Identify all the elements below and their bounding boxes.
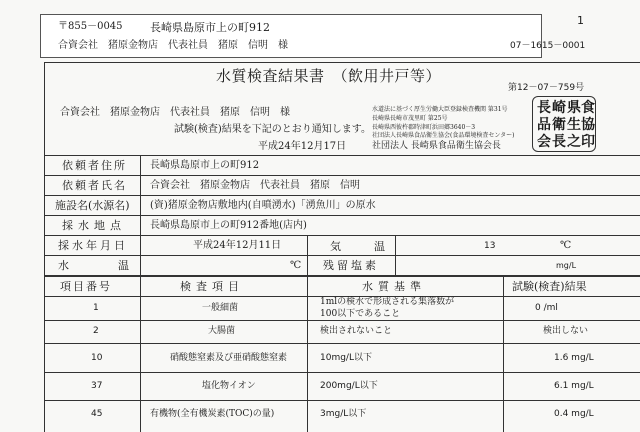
row-result: 検出しない bbox=[543, 326, 589, 336]
air-temp-unit: ℃ bbox=[560, 240, 572, 251]
water-temp-label: 水 温 bbox=[58, 259, 133, 272]
row-item: 大腸菌 bbox=[208, 326, 236, 336]
postal-code: 〒855－0045 bbox=[58, 21, 123, 32]
official-seal: 長 崎 県 食 品 衛 生 協 会 長 之 印 bbox=[532, 96, 596, 152]
report-date: 平成24年12月17日 bbox=[258, 141, 347, 152]
issuer-line: 長崎県長崎市茂里町 第25号 bbox=[372, 115, 448, 122]
rule bbox=[307, 277, 308, 432]
row-item: 一般細菌 bbox=[202, 303, 239, 313]
row-no: 1 bbox=[93, 303, 99, 313]
rule bbox=[140, 155, 141, 275]
rule bbox=[395, 235, 396, 275]
facility-label: 施設名(水源名) bbox=[55, 199, 130, 212]
issuer-line: 水道法に基づく厚生労働大臣登録検査機関 第31号 bbox=[372, 106, 508, 113]
row-no: 37 bbox=[91, 381, 103, 391]
row-standard: 200mg/L以下 bbox=[320, 381, 378, 391]
header-standard: 水質基準 bbox=[362, 280, 426, 293]
row-item: 硝酸態窒素及び亜硝酸態窒素 bbox=[170, 353, 288, 363]
sampling-site: 長崎県島原市上の町912番地(店内) bbox=[150, 220, 307, 231]
row-standard: 10mg/L以下 bbox=[320, 353, 372, 363]
chlorine-label: 残留塩素 bbox=[323, 259, 379, 272]
rule bbox=[44, 400, 640, 401]
header-result: 試験(検査)結果 bbox=[512, 280, 587, 293]
row-result: 0 /ml bbox=[535, 303, 558, 313]
row-item: 塩化物イオン bbox=[202, 381, 256, 391]
client-address: 長崎県島原市上の町912 bbox=[150, 160, 260, 171]
issuer-name: 社団法人 長崎県食品衛生協会長 bbox=[372, 141, 501, 151]
row-item: 有機物(全有機炭素(TOC)の量) bbox=[150, 409, 275, 419]
label-address: 長崎県島原市上の町912 bbox=[150, 21, 270, 34]
report-number: 第12－07－759号 bbox=[508, 83, 585, 93]
air-temp-value: 13 bbox=[484, 241, 496, 251]
row-no: 10 bbox=[91, 353, 103, 363]
rule bbox=[44, 255, 640, 256]
rule bbox=[44, 372, 640, 373]
frame-top bbox=[44, 62, 640, 63]
label-addressee: 合資会社 猪原金物店 代表社員 猪原 信明 様 bbox=[58, 40, 288, 51]
row-standard: 1mlの検水で形成される集落数が bbox=[320, 297, 455, 307]
rule bbox=[44, 320, 640, 321]
row-result: 6.1 mg/L bbox=[554, 381, 594, 391]
sample-date-label: 採水年月日 bbox=[58, 239, 128, 252]
row-standard: 100以下であること bbox=[320, 309, 401, 319]
report-recipient: 合資会社 猪原金物店 代表社員 猪原 信明 様 bbox=[60, 107, 290, 118]
row-standard: 3mg/L以下 bbox=[320, 409, 367, 419]
row-no: 2 bbox=[93, 326, 99, 336]
facility-name: (資)猪原金物店敷地内(自噴湧水)「湧魚川」の原水 bbox=[150, 200, 376, 211]
rule bbox=[44, 195, 640, 196]
rule bbox=[307, 235, 308, 275]
rule bbox=[503, 277, 504, 432]
client-name: 合資会社 猪原金物店 代表社員 猪原 信明 bbox=[150, 180, 360, 191]
issuer-line: 長崎県西彼杵郡時津町浜田郷3640－3 bbox=[372, 124, 476, 131]
page-number: 1 bbox=[577, 14, 584, 27]
rule bbox=[44, 235, 640, 236]
rule bbox=[44, 215, 640, 216]
client-address-label: 依頼者住所 bbox=[62, 159, 127, 172]
row-no: 45 bbox=[91, 409, 103, 419]
row-standard: 検出されないこと bbox=[320, 326, 393, 336]
issuer-line: 社団法人長崎県食品衛生協会(食品環境検査センター) bbox=[372, 132, 515, 139]
client-name-label: 依頼者氏名 bbox=[62, 179, 127, 192]
row-result: 0.4 mg/L bbox=[554, 409, 594, 419]
rule bbox=[140, 277, 141, 432]
header-item: 検査項目 bbox=[180, 280, 244, 293]
frame-left bbox=[44, 62, 45, 432]
air-temp-label: 気 温 bbox=[330, 240, 385, 253]
row-result: 1.6 mg/L bbox=[554, 353, 594, 363]
rule bbox=[44, 275, 640, 277]
chlorine-unit: mg/L bbox=[556, 261, 577, 270]
water-temp-unit: ℃ bbox=[290, 260, 302, 271]
report-title: 水質検査結果書 （飲用井戸等） bbox=[216, 67, 442, 85]
rule bbox=[44, 343, 640, 344]
header-item-no: 項目番号 bbox=[60, 280, 112, 293]
notice-text: 試験(検査)結果を下記のとおり通知します。 bbox=[174, 124, 372, 135]
rule bbox=[44, 155, 640, 156]
sample-date: 平成24年12月11日 bbox=[193, 240, 282, 251]
label-code: 07－1615－0001 bbox=[510, 41, 586, 51]
sampling-site-label: 採水地点 bbox=[62, 219, 126, 232]
rule bbox=[44, 175, 640, 176]
